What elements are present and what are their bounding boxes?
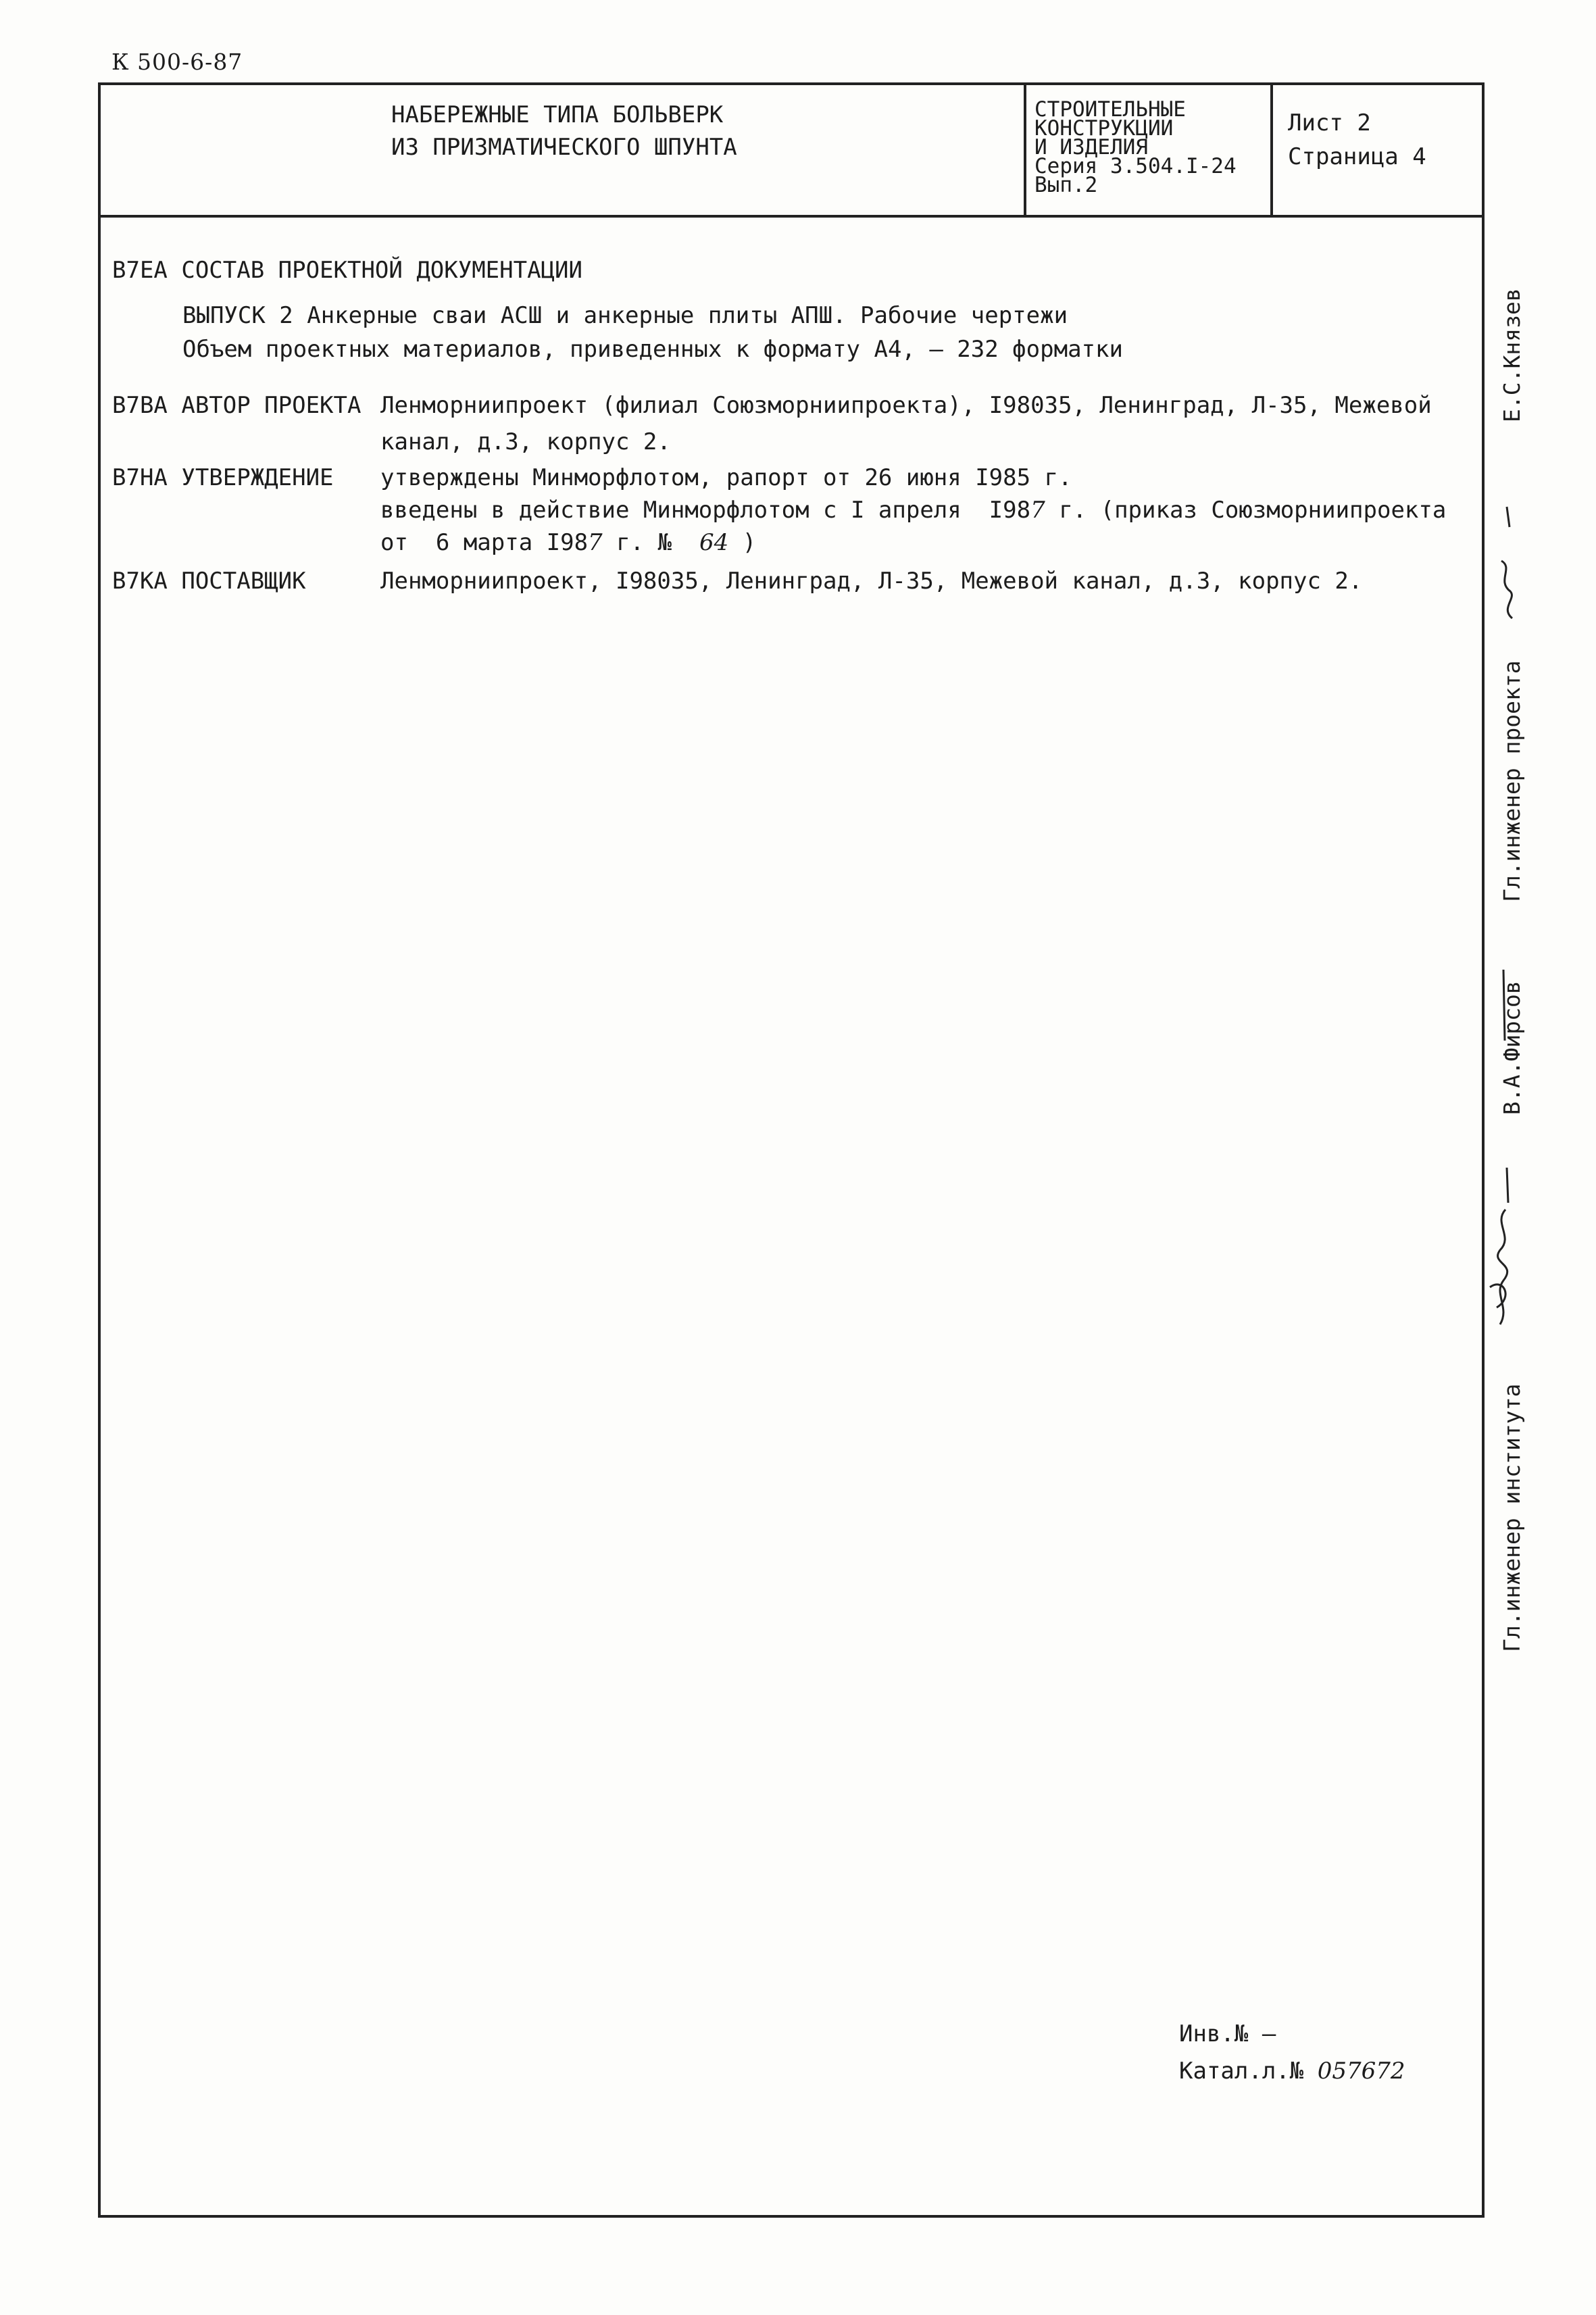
supplier-line: Ленморниипроект, I98035, Ленинград, Л-35, Межевой канал, д.3, корпус 2. (380, 568, 1363, 595)
approval-line-2-tail: г. (приказ Союзморниипроекта (1045, 497, 1447, 524)
title-line-2: ИЗ ПРИЗМАТИЧЕСКОГО ШПУНТА (391, 134, 737, 161)
title-block (101, 85, 1482, 218)
inventory-number: Инв.№ — (1179, 2020, 1276, 2047)
handwritten-year-digit: 7 (1030, 497, 1045, 524)
section-heading: В7ЕА СОСТАВ ПРОЕКТНОЙ ДОКУМЕНТАЦИИ (112, 257, 582, 284)
author-line-1: Ленморниипроект (филиал Союзморниипроекта), I98035, Ленинград, Л-35, Межевой (380, 392, 1432, 419)
approval-line-3-text: от 6 марта I98 (380, 529, 589, 556)
approval-line-1: утверждены Минморфлотом, рапорт от 26 июня I985 г. (380, 464, 1072, 491)
author-line-2: канал, д.3, корпус 2. (380, 428, 671, 455)
catalog-label: Катал.л.№ (1179, 2058, 1318, 2085)
approval-line-3-mid: г. № (602, 529, 699, 556)
handwritten-year-digit-2: 7 (588, 529, 603, 556)
title-line-1: НАБЕРЕЖНЫЕ ТИПА БОЛЬВЕРК (391, 101, 724, 128)
approval-line-3 (380, 529, 756, 556)
series-line-4: Серия 3.504.I-24 (1034, 154, 1237, 178)
handwritten-order-number: 64 (699, 529, 729, 556)
catalog-line (1179, 2058, 1405, 2085)
series-line-2: КОНСТРУКЦИИ (1034, 116, 1174, 141)
sheet-number: Лист 2 (1288, 109, 1371, 136)
side-label-knyazev: Е.С.Князев (1499, 288, 1525, 422)
supplier-label: В7КА ПОСТАВЩИК (112, 568, 306, 595)
signature-knyazev (1487, 500, 1527, 635)
signature-firsov-chief-institute (1480, 1162, 1527, 1338)
document-code: К 500-6-87 (111, 49, 243, 75)
approval-label: В7НА УТВЕРЖДЕНИЕ (112, 464, 334, 491)
series-line-1: СТРОИТЕЛЬНЫЕ (1034, 97, 1186, 122)
sheet-cell (1273, 85, 1485, 215)
page-number: Страница 4 (1288, 143, 1426, 170)
side-label-firsov: В.А.Фирсов (1499, 980, 1525, 1115)
side-label-chief-institute: Гл.инженер института (1499, 1383, 1525, 1652)
author-label: В7ВА АВТОР ПРОЕКТА (112, 392, 361, 419)
title-cell (101, 85, 1026, 215)
issue-line: ВЫПУСК 2 Анкерные сваи АСШ и анкерные плиты АПШ. Рабочие чертежи (182, 302, 1068, 329)
catalog-number: 057672 (1317, 2058, 1405, 2085)
approval-line-2-text: введены в действие Минморфлотом с I апреля I98 (380, 497, 1031, 524)
signature-firsov-line (1487, 966, 1520, 1047)
series-line-5: Вып.2 (1034, 173, 1098, 197)
approval-line-2 (380, 497, 1446, 524)
volume-line: Объем проектных материалов, приведенных к формату А4, – 232 форматки (182, 336, 1123, 363)
series-cell (1026, 85, 1273, 215)
series-line-3: И ИЗДЕЛИЯ (1034, 135, 1148, 159)
approval-line-3-tail: ) (728, 529, 757, 556)
side-label-chief-project: Гл.инженер проекта (1499, 660, 1525, 902)
